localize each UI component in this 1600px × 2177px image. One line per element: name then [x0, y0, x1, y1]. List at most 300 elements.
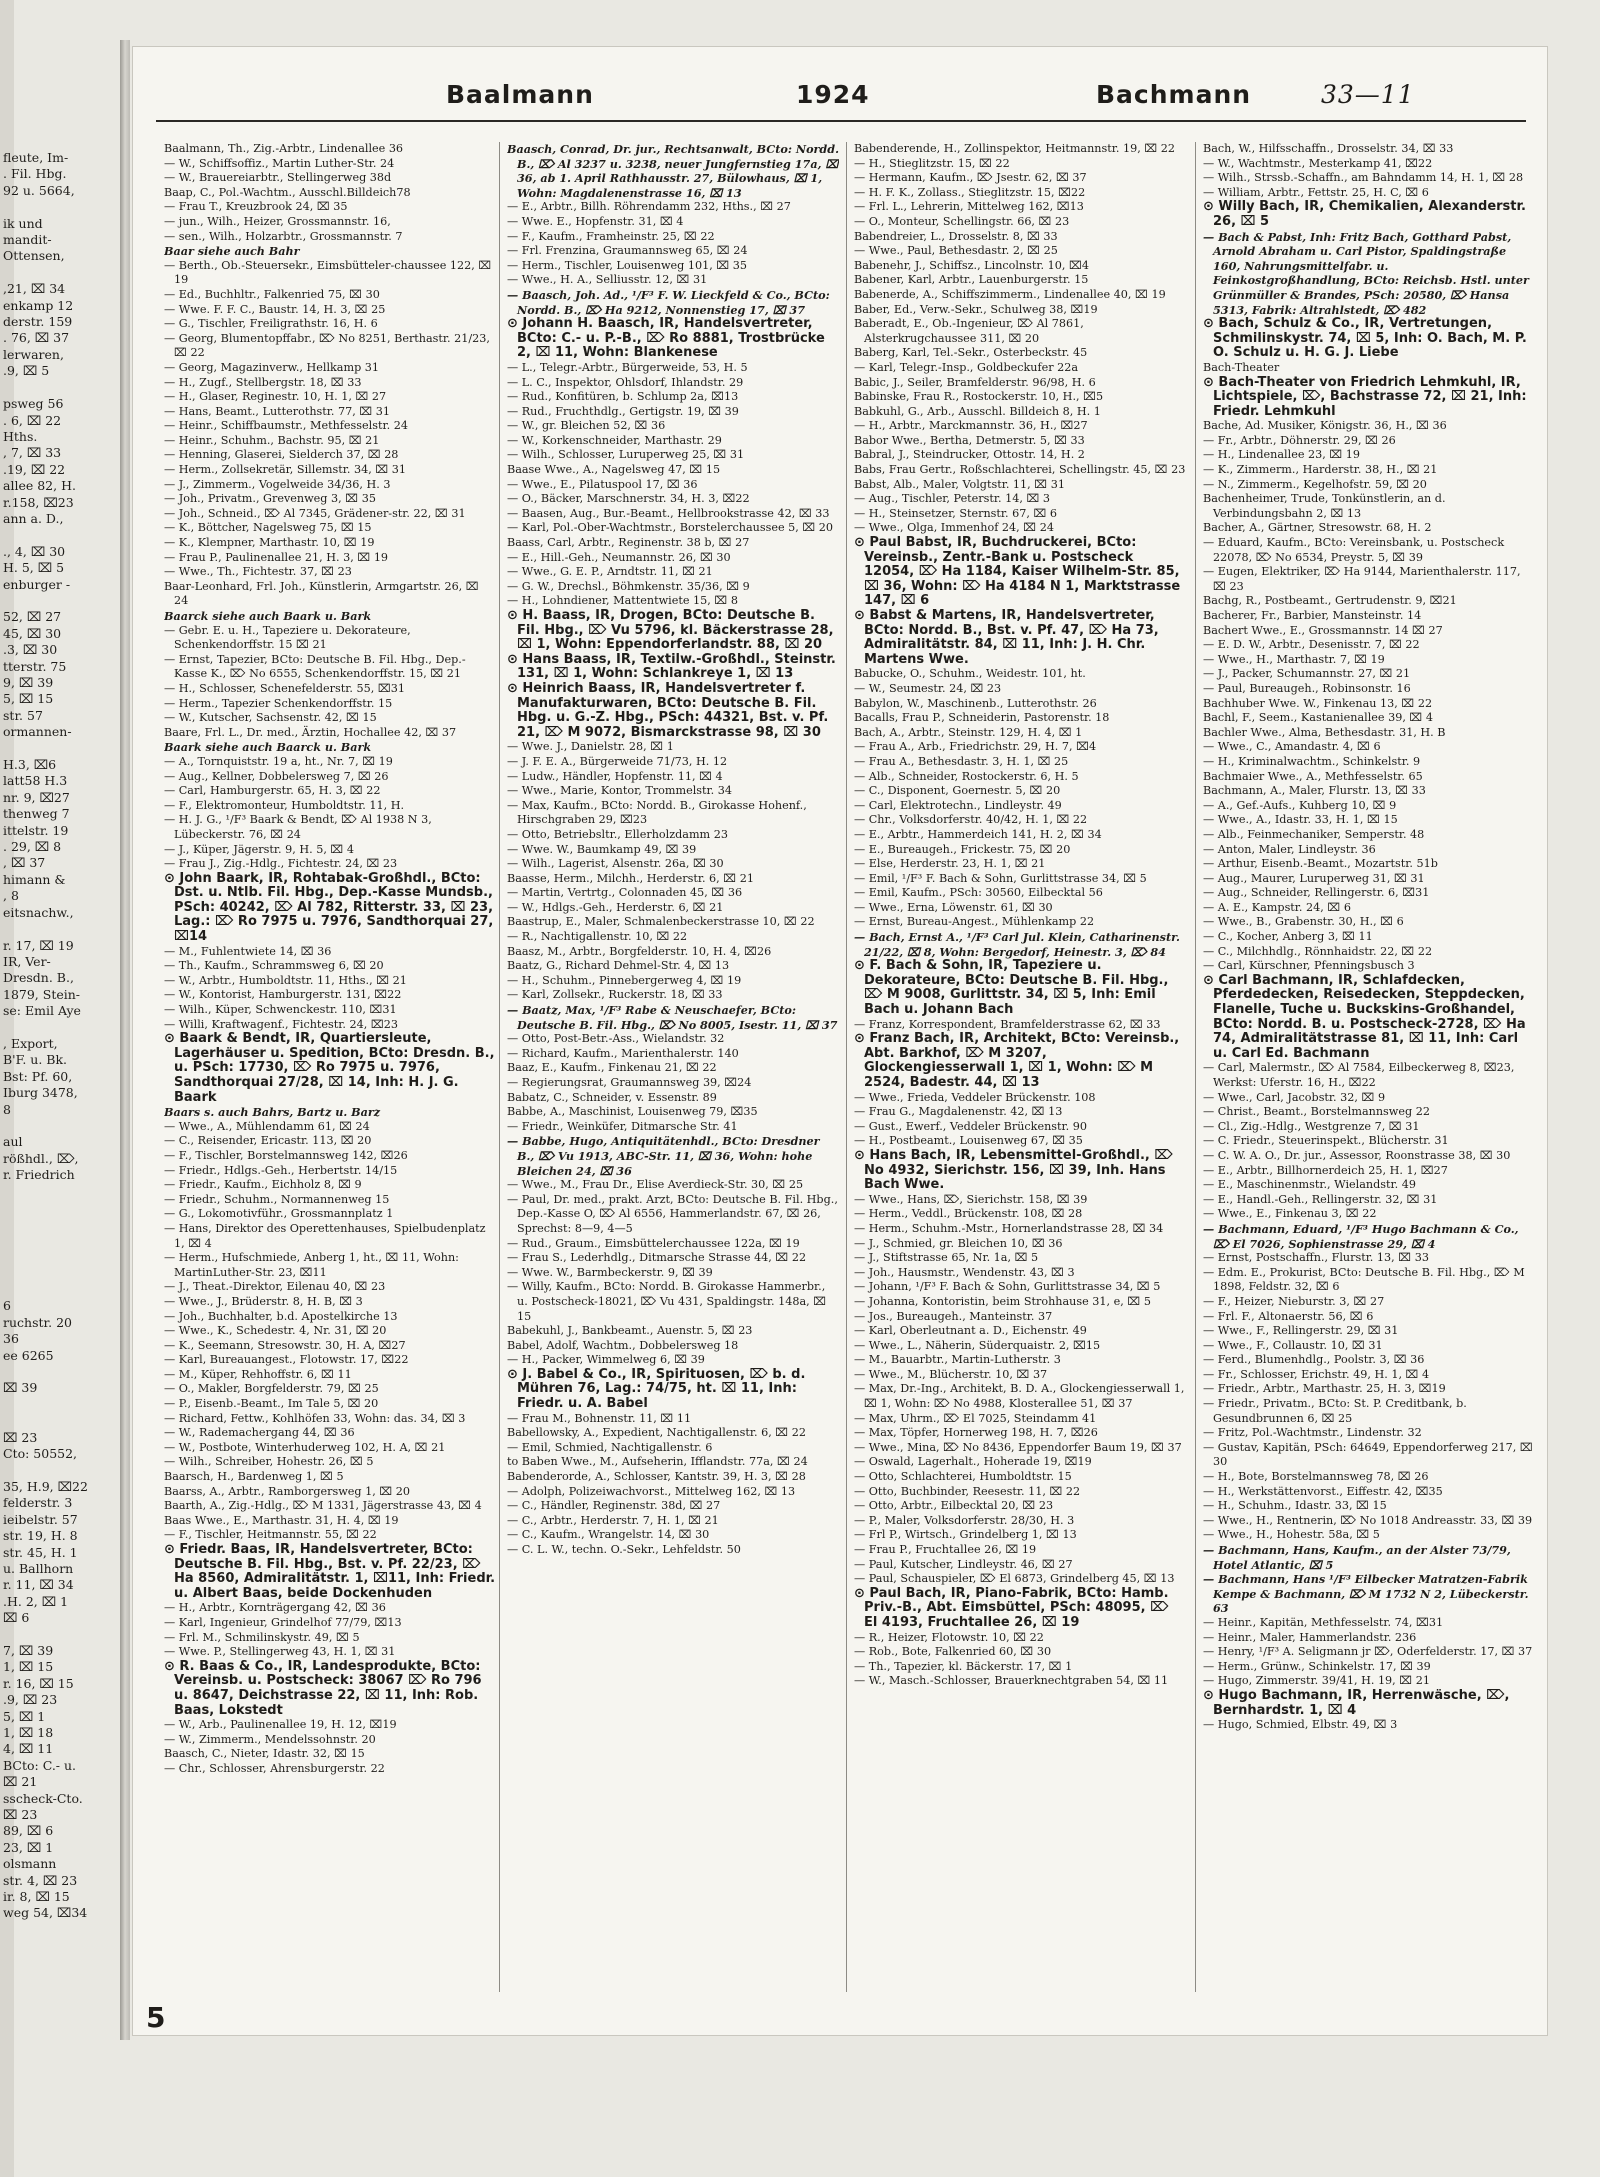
- directory-entry: — Ernst, Bureau-Angest., Mühlenkamp 22: [854, 915, 1095, 929]
- left-strip-line: . 6, ⌧ 22: [3, 412, 62, 428]
- left-strip-line: 8: [3, 1101, 11, 1117]
- directory-entry: Baber, Ed., Verw.-Sekr., Schulweg 38, ⌧19: [854, 302, 1098, 316]
- directory-entry: — C., Händler, Reginenstr. 38d, ⌧ 27: [507, 1499, 721, 1513]
- left-strip-line: weg 54, ⌧34: [3, 1905, 88, 1921]
- left-strip-line: fleute, Im-: [3, 150, 69, 165]
- left-strip-line: felderstr. 3: [3, 1495, 73, 1511]
- left-strip-line: psweg 56: [3, 396, 64, 412]
- left-strip-line: [0, 1413, 118, 1429]
- directory-entry: Babenerde, A., Schiffszimmerm., Lindenallee 40, ⌧ 19: [854, 287, 1166, 301]
- directory-entry: — Anton, Maler, Lindleystr. 36: [1203, 842, 1376, 856]
- left-strip-line: 4, ⌧ 11: [3, 1741, 54, 1757]
- directory-entry: — K., Seemann, Stresowstr. 30, H. A, ⌧27: [164, 1338, 406, 1352]
- directory-entry: — Herm., Grünw., Schinkelstr. 17, ⌧ 39: [1203, 1659, 1431, 1673]
- directory-entry: — Wwe., K., Schedestr. 4, Nr. 31, ⌧ 20: [164, 1324, 387, 1338]
- directory-entry: Babs, Frau Gertr., Roßschlachterei, Schellingstr. 45, ⌧ 23: [854, 463, 1186, 477]
- directory-entry: Babenderorde, A., Schlosser, Kantstr. 39, H. 3, ⌧ 28: [507, 1470, 806, 1484]
- left-strip-line: 5, ⌧ 1: [3, 1708, 46, 1724]
- left-strip-line: ee 6265: [3, 1347, 54, 1363]
- directory-entry: ⊙ Paul Bach, IR, Piano-Fabrik, BCto: Hamb. Priv.-B., Abt. Eimsbüttel, PSch: 48095, ⌦ El 4193, Fruchtallee 26, ⌧ 19: [854, 1585, 1169, 1630]
- directory-column-2: [507, 142, 839, 2002]
- directory-entry: Baarth, A., Zig.-Hdlg., ⌦ M 1331, Jägerstrasse 43, ⌧ 4: [164, 1499, 482, 1513]
- directory-entry: — Rob., Bote, Falkenried 60, ⌧ 30: [854, 1645, 1052, 1659]
- directory-entry: — Herm., Zollsekretär, Sillemstr. 34, ⌧ 31: [164, 463, 407, 477]
- left-strip-line: ieibelstr. 57: [3, 1511, 78, 1527]
- left-strip-line: derstr. 159: [3, 314, 73, 330]
- directory-entry: — Karl, Telegr.-Insp., Goldbeckufer 22a: [854, 360, 1079, 374]
- directory-entry: — H., Arbtr., Kornträgergang 42, ⌧ 36: [164, 1601, 386, 1615]
- left-strip-line: [0, 1020, 118, 1036]
- directory-entry: — C., Arbtr., Herderstr. 7, H. 1, ⌧ 21: [507, 1513, 719, 1527]
- left-strip-line: Bst: Pf. 60,: [3, 1068, 73, 1084]
- directory-entry: — Franz, Korrespondent, Bramfelderstrasse 62, ⌧ 33: [854, 1017, 1161, 1031]
- left-strip-line: nr. 9, ⌧27: [3, 789, 70, 805]
- directory-entry: — Max, Kaufm., BCto: Nordd. B., Girokasse Hohenf., Hirschgraben 29, ⌧23: [507, 798, 807, 827]
- directory-entry: — Rud., Fruchthdlg., Gertigstr. 19, ⌧ 39: [507, 404, 739, 418]
- left-strip-line: 52, ⌧ 27: [3, 609, 62, 625]
- directory-entry: — W., Brauereiarbtr., Stellingerweg 38d: [164, 171, 392, 185]
- directory-entry: — L., Telegr.-Arbtr., Bürgerweide, 53, H. 5: [507, 360, 748, 374]
- directory-entry: — Bach, Ernst A., ¹/F³ Carl Jul. Klein, Catharinenstr. 21/22, ⌧ 8, Wohn: Bergedorf, Heinestr. 3, ⌦ 84: [854, 930, 1180, 959]
- directory-entry: Baalmann, Th., Zig.-Arbtr., Lindenallee 36: [164, 142, 404, 155]
- directory-entry: — Wwe., E., Pilatuspool 17, ⌧ 36: [507, 477, 698, 491]
- left-strip-line: [0, 1233, 118, 1249]
- directory-entry: Baarsch, H., Bardenweg 1, ⌧ 5: [164, 1470, 344, 1484]
- directory-entry: — Herm., Schuhm.-Mstr., Hornerlandstrasse 28, ⌧ 34: [854, 1221, 1164, 1235]
- directory-entry: — Wwe., H., Marthastr. 7, ⌧ 19: [1203, 652, 1385, 666]
- directory-entry: ⊙ R. Baas & Co., IR, Landesprodukte, BCto: Vereinsb. u. Postscheck: 38067 ⌦ Ro 796 u. 8647, Deichstrasse 22, ⌧ 11, Inh: Rob. Baas, Lokstedt: [164, 1658, 482, 1718]
- directory-entry: Baars s. auch Bahrs, Bartz u. Barz: [164, 1105, 381, 1120]
- directory-entry: — Heinr., Maler, Hammerlandstr. 236: [1203, 1630, 1417, 1644]
- directory-entry: — Aug., Tischler, Peterstr. 14, ⌧ 3: [854, 492, 1051, 506]
- directory-entry: — H., Schlosser, Schenefelderstr. 55, ⌧31: [164, 681, 405, 695]
- directory-entry: — G., Lokomotivführ., Grossmannplatz 1: [164, 1207, 394, 1221]
- directory-entry: Baass, Carl, Arbtr., Reginenstr. 38 b, ⌧ 27: [507, 536, 750, 550]
- directory-entry: — Paul, Dr. med., prakt. Arzt, BCto: Deutsche B. Fil. Hbg., Dep.-Kasse O, ⌦ Al 6556, Hammerlandstr. 67, ⌧ 26, Sprechst: 8—9, 4—5: [507, 1192, 838, 1235]
- directory-entry: Baap, C., Pol.-Wachtm., Ausschl.Billdeich78: [164, 185, 411, 199]
- left-strip-line: ik und: [3, 215, 43, 231]
- directory-entry: — Willy, Kaufm., BCto: Nordd. B. Girokasse Hammerbr., u. Postscheck-18021, ⌦ Vu 431, Spaldingstr. 148a, ⌧ 15: [507, 1280, 827, 1323]
- directory-entry: — C., Milchhdlg., Rönnhaidstr. 22, ⌧ 22: [1203, 944, 1433, 958]
- directory-entry: Bachler Wwe., Alma, Bethesdastr. 31, H. B: [1203, 725, 1446, 739]
- book-gutter: [120, 40, 130, 2040]
- directory-entry: — Herm., Tapezier Schenkendorffstr. 15: [164, 696, 393, 710]
- directory-entry: — M., Bauarbtr., Martin-Lutherstr. 3: [854, 1353, 1061, 1367]
- directory-entry: Bachmaier Wwe., A., Methfesselstr. 65: [1203, 769, 1423, 783]
- directory-entry: — W., Wachtmstr., Mesterkamp 41, ⌧22: [1203, 156, 1433, 170]
- directory-entry: — K., Böttcher, Nagelsweg 75, ⌧ 15: [164, 521, 372, 535]
- directory-entry: — Henning, Glaserei, Sielderch 37, ⌧ 28: [164, 448, 399, 462]
- directory-entry: — Chr., Volksdorferstr. 40/42, H. 1, ⌧ 22: [854, 813, 1088, 827]
- directory-entry: — Willi, Kraftwagenf., Fichtestr. 24, ⌧23: [164, 1017, 398, 1031]
- directory-entry: — W., Korkenschneider, Marthastr. 29: [507, 433, 722, 447]
- directory-entry: Bachhuber Wwe. W., Finkenau 13, ⌧ 22: [1203, 696, 1433, 710]
- directory-entry: — F., Kaufm., Framheinstr. 25, ⌧ 22: [507, 229, 715, 243]
- directory-entry: — Heinr., Kapitän, Methfesselstr. 74, ⌧31: [1203, 1615, 1444, 1629]
- directory-entry: Babener, Karl, Arbtr., Lauenburgerstr. 15: [854, 273, 1089, 287]
- directory-entry: — E., Arbtr., Billhornerdeich 25, H. 1, ⌧27: [1203, 1163, 1448, 1177]
- left-strip-line: , 7, ⌧ 33: [3, 445, 62, 461]
- left-strip-line: rößhdl., ⌦,: [3, 1150, 79, 1166]
- directory-entry: — Gust., Ewerf., Veddeler Brückenstr. 90: [854, 1119, 1087, 1133]
- directory-entry: — Frl P., Wirtsch., Grindelberg 1, ⌧ 13: [854, 1528, 1077, 1542]
- left-strip-line: 5, ⌧ 15: [3, 691, 54, 707]
- left-strip-line: ,21, ⌧ 34: [3, 281, 66, 297]
- directory-entry: — Wwe. J., Danielstr. 28, ⌧ 1: [507, 740, 674, 754]
- directory-entry: — J., Zimmerm., Vogelweide 34/36, H. 3: [164, 477, 391, 491]
- directory-entry: — Friedr., Arbtr., Marthastr. 25, H. 3, ⌧19: [1203, 1382, 1446, 1396]
- directory-column-1: [164, 142, 496, 2002]
- directory-entry: — Bach & Pabst, Inh: Fritz Bach, Gotthard Pabst, Arnold Abraham u. Carl Pistor, Spaldingstraße 160, Nahrungsmittelfabr. u. Feinkostgroßhandlung, BCto: Reichsb. Hstl. unter Grünmüller & Brandes, PSch: 20580, ⌦ Hansa 5313, Fabrik: Altrahlstedt, ⌦ 482: [1203, 229, 1529, 317]
- directory-entry: — Else, Herderstr. 23, H. 1, ⌧ 21: [854, 857, 1046, 871]
- directory-entry: — Frau G., Magdalenenstr. 42, ⌧ 13: [854, 1105, 1063, 1119]
- directory-entry: ⊙ Johann H. Baasch, IR, Handelsvertreter, BCto: C.- u. P.-B., ⌦ Ro 8881, Trostbrücke 2, ⌧ 11, Wohn: Blankenese: [507, 316, 825, 361]
- directory-entry: — Regierungsrat, Graumannsweg 39, ⌧24: [507, 1076, 752, 1089]
- directory-entry: — Alb., Feinmechaniker, Semperstr. 48: [1203, 827, 1425, 841]
- directory-entry: — Herm., Hufschmiede, Anberg 1, ht., ⌧ 11, Wohn: MartinLuther-Str. 23, ⌧11: [164, 1251, 459, 1279]
- directory-entry: Bach, A., Arbtr., Steinstr. 129, H. 4, ⌧ 1: [854, 725, 1083, 739]
- left-strip-line: . 76, ⌧ 37: [3, 330, 70, 346]
- directory-entry: Baar-Leonhard, Frl. Joh., Künstlerin, Armgartstr. 26, ⌧ 24: [164, 579, 479, 608]
- left-strip-line: [0, 527, 118, 543]
- directory-entry: Baasch, C., Nieter, Idastr. 32, ⌧ 15: [164, 1747, 365, 1761]
- directory-entry: — Emil, ¹/F³ F. Bach & Sohn, Gurlittstrasse 34, ⌧ 5: [854, 871, 1147, 885]
- directory-entry: — Baasch, Joh. Ad., ¹/F³ F. W. Lieckfeld & Co., BCto: Nordd. B., ⌦ Ha 9212, Nonnenstieg 17, ⌧ 37: [507, 287, 830, 317]
- directory-entry: to Baben Wwe., M., Aufseherin, Ifflandstr. 77a, ⌧ 24: [507, 1455, 808, 1469]
- directory-entry: — Karl, Zollsekr., Ruckerstr. 18, ⌧ 33: [507, 988, 723, 1002]
- directory-entry: ⊙ Baark & Bendt, IR, Quartiersleute, Lagerhäuser u. Spedition, BCto: Dresdn. B., u. PSch: 17730, ⌦ Ro 7975 u. 7976, Sandthorquai 27/28, ⌧ 14, Inh: H. J. G. Baark: [164, 1031, 495, 1105]
- directory-entry: Bacalls, Frau P., Schneiderin, Pastorenstr. 18: [854, 711, 1110, 725]
- directory-entry: — William, Arbtr., Fettstr. 25, H. C, ⌧ 6: [1203, 185, 1429, 199]
- directory-entry: — Th., Kaufm., Schrammsweg 6, ⌧ 20: [164, 959, 384, 973]
- directory-entry: — Wwe., A., Mühlendamm 61, ⌧ 24: [164, 1119, 370, 1133]
- header-last-entry: Bachmann: [1096, 80, 1252, 109]
- directory-entry: — sen., Wilh., Holzarbtr., Grossmannstr. 7: [164, 229, 403, 243]
- directory-entry: — K., Zimmerm., Harderstr. 38, H., ⌧ 21: [1203, 463, 1438, 477]
- directory-entry: Bach, W., Hilfsschaffn., Drosselstr. 34, ⌧ 33: [1203, 142, 1454, 155]
- directory-entry: — Gebr. E. u. H., Tapeziere u. Dekorateure, Schenkendorffstr. 15 ⌧ 21: [164, 623, 411, 652]
- directory-entry: Bachenheimer, Trude, Tonkünstlerin, an d. Verbindungsbahn 2, ⌧ 13: [1203, 492, 1446, 520]
- directory-entry: Babendreier, L., Drosselstr. 8, ⌧ 33: [854, 229, 1058, 243]
- directory-entry: Baasch, Conrad, Dr. jur., Rechtsanwalt, BCto: Nordd. B., ⌦ Al 3237 u. 3238, neuer Jungfernstieg 17a, ⌧ 36, ab 1. April Rathhausstr. 27, Bülowhaus, ⌧ 1, Wohn: Magdalenenstrasse 16, ⌧ 13: [507, 142, 839, 200]
- directory-entry: — W., Kutscher, Sachsenstr. 42, ⌧ 15: [164, 711, 377, 725]
- directory-entry: Babucke, O., Schuhm., Weidestr. 101, ht.: [854, 667, 1086, 681]
- directory-entry: — Wilh., Lagerist, Alsenstr. 26a, ⌧ 30: [507, 857, 724, 871]
- directory-column-4: [1203, 142, 1535, 2002]
- directory-entry: — Jos., Bureaugeh., Manteinstr. 37: [854, 1309, 1053, 1323]
- left-strip-line: ⌧ 23: [3, 1807, 38, 1823]
- left-strip-line: [0, 380, 118, 396]
- directory-entry: — Wwe., F., Collaustr. 10, ⌧ 31: [1203, 1338, 1383, 1352]
- directory-entry: — Martin, Vertrtg., Colonnaden 45, ⌧ 36: [507, 886, 743, 900]
- directory-entry: — R., Heizer, Flotowstr. 10, ⌧ 22: [854, 1630, 1044, 1644]
- directory-entry: ⊙ H. Baass, IR, Drogen, BCto: Deutsche B. Fil. Hbg., ⌦ Vu 5796, kl. Bäckerstrasse 28, ⌧ 1, Wohn: Eppendorferlandstr. 88, ⌧ 20: [507, 608, 834, 653]
- left-strip-line: 9, ⌧ 39: [3, 675, 54, 690]
- directory-entry: Babkuhl, G., Arb., Ausschl. Billdeich 8, H. 1: [854, 404, 1101, 418]
- directory-entry: — Wwe., H., Rentnerin, ⌦ No 1018 Andreasstr. 33, ⌧ 39: [1203, 1513, 1533, 1527]
- directory-entry: Baare, Frl. L., Dr. med., Ärztin, Hochallee 42, ⌧ 37: [164, 725, 457, 739]
- directory-entry: — Arthur, Eisenb.-Beamt., Mozartstr. 51b: [1203, 857, 1438, 871]
- directory-entry: Babatz, C., Schneider, v. Essenstr. 89: [507, 1090, 717, 1104]
- directory-entry: Babellowsky, A., Expedient, Nachtigallenstr. 6, ⌧ 22: [507, 1426, 806, 1440]
- directory-entry: — Oswald, Lagerhalt., Hoherade 19, ⌧19: [854, 1455, 1092, 1469]
- directory-entry: Baastrup, E., Maler, Schmalenbeckerstrasse 10, ⌧ 22: [507, 915, 815, 929]
- directory-entry: — Berth., Ob.-Steuersekr., Eimsbütteler-chaussee 122, ⌧ 19: [164, 258, 492, 287]
- left-strip-line: 35, H.9, ⌧22: [3, 1478, 88, 1494]
- left-strip-line: thenweg 7: [3, 806, 70, 822]
- directory-entry: Baas Wwe., E., Marthastr. 31, H. 4, ⌧ 19: [164, 1513, 399, 1527]
- directory-entry: — Ernst, Tapezier, BCto: Deutsche B. Fil. Hbg., Dep.-Kasse K., ⌦ No 6555, Schenkendorffstr. 15, ⌧ 21: [164, 652, 466, 681]
- left-strip-line: 1879, Stein-: [3, 986, 81, 1002]
- left-strip-line: 6: [3, 1298, 11, 1314]
- left-strip-line: [0, 1249, 118, 1265]
- directory-entry: — M., Fuhlentwiete 14, ⌧ 36: [164, 944, 332, 958]
- left-strip-line: 92 u. 5664,: [3, 182, 75, 198]
- left-strip-line: [0, 1200, 118, 1216]
- directory-entry: — H., Glaser, Reginestr. 10, H. 1, ⌧ 27: [164, 390, 387, 404]
- directory-entry: — Baasen, Aug., Bur.-Beamt., Hellbrookstrasse 42, ⌧ 33: [507, 506, 830, 520]
- directory-entry: — Rud., Graum., Eimsbüttelerchaussee 122a, ⌧ 19: [507, 1236, 800, 1250]
- directory-entry: — W., Kontorist, Hamburgerstr. 131, ⌧22: [164, 988, 402, 1002]
- left-strip-line: u. Ballhorn: [3, 1560, 74, 1576]
- directory-entry: — J., Theat.-Direktor, Eilenau 40, ⌧ 23: [164, 1280, 386, 1294]
- directory-entry: Babinske, Frau R., Rostockerstr. 10, H., ⌧5: [854, 390, 1104, 404]
- directory-entry: — Frau A., Bethesdastr. 3, H. 1, ⌧ 25: [854, 754, 1069, 768]
- left-strip-line: B'F. u. Bk.: [3, 1052, 68, 1068]
- left-strip-line: Iburg 3478,: [3, 1085, 78, 1101]
- left-page-strip: [0, 150, 118, 2030]
- directory-entry: Bachg, R., Postbeamt., Gertrudenstr. 9, ⌧21: [1203, 594, 1457, 608]
- directory-entry: — Wwe., Mina, ⌦ No 8436, Eppendorfer Baum 19, ⌧ 37: [854, 1440, 1182, 1454]
- directory-entry: — C., Reisender, Ericastr. 113, ⌧ 20: [164, 1134, 372, 1148]
- directory-entry: — G. W., Drechsl., Böhmkenstr. 35/36, ⌧ 9: [507, 579, 750, 593]
- directory-entry: — W., Seumestr. 24, ⌧ 23: [854, 681, 1002, 695]
- left-strip-line: [0, 741, 118, 757]
- directory-entry: ⊙ Hans Bach, IR, Lebensmittel-Großhdl., ⌦ No 4932, Sierichstr. 156, ⌧ 39, Inh. Hans Bach Wwe.: [854, 1147, 1173, 1193]
- directory-entry: — Chr., Schlosser, Ahrensburgerstr. 22: [164, 1761, 385, 1775]
- page-number: 5: [146, 2001, 166, 2034]
- directory-entry: — H., Packer, Wimmelweg 6, ⌧ 39: [507, 1353, 705, 1367]
- directory-entry: — F., Tischler, Borstelmannsweg 142, ⌧26: [164, 1148, 408, 1162]
- directory-entry: — Wwe., Th., Fichtestr. 37, ⌧ 23: [164, 565, 352, 579]
- directory-entry: — Otto, Post-Betr.-Ass., Wielandstr. 32: [507, 1032, 725, 1046]
- directory-entry: — Richard, Fettw., Kohlhöfen 33, Wohn: das. 34, ⌧ 3: [164, 1411, 466, 1425]
- left-strip-line: [0, 1184, 118, 1200]
- directory-entry: — Wwe., Erna, Löwenstr. 61, ⌧ 30: [854, 900, 1053, 914]
- directory-entry: — Hugo, Zimmerstr. 39/41, H. 19, ⌧ 21: [1203, 1674, 1430, 1688]
- directory-entry: — E., Bureaugeh., Frickestr. 75, ⌧ 20: [854, 842, 1071, 856]
- left-strip-line: str. 57: [3, 707, 43, 723]
- left-strip-line: str. 19, H. 8: [3, 1528, 78, 1544]
- directory-entry: — Ed., Buchhltr., Falkenried 75, ⌧ 30: [164, 287, 380, 301]
- left-strip-line: 1, ⌧ 18: [3, 1725, 54, 1740]
- directory-entry: — H., Postbeamt., Louisenweg 67, ⌧ 35: [854, 1134, 1083, 1148]
- directory-entry: — Wwe., C., Amandastr. 4, ⌧ 6: [1203, 740, 1381, 754]
- directory-entry: — Max, Töpfer, Hornerweg 198, H. 7, ⌧26: [854, 1426, 1098, 1440]
- directory-entry: — O., Bäcker, Marschnerstr. 34, H. 3, ⌧22: [507, 492, 750, 506]
- directory-entry: ⊙ Bach, Schulz & Co., IR, Vertretungen, Schmilinskystr. 74, ⌧ 5, Inh: O. Bach, M. P. O. Schulz u. H. G. J. Liebe: [1203, 316, 1527, 361]
- directory-entry: — Johanna, Kontoristin, beim Strohhause 31, e, ⌧ 5: [854, 1294, 1151, 1308]
- left-strip-line: eitsnachw.,: [3, 904, 74, 920]
- left-strip-line: ⌧ 23: [3, 1429, 38, 1445]
- directory-entry: — W., Zimmerm., Mendelssohnstr. 20: [164, 1732, 376, 1746]
- directory-entry: — Friedr., Privatm., BCto: St. P. Creditbank, b. Gesundbrunnen 6, ⌧ 25: [1203, 1397, 1467, 1425]
- directory-entry: — Eugen, Elektriker, ⌦ Ha 9144, Marienthalerstr. 117, ⌧ 23: [1203, 565, 1521, 593]
- directory-entry: Baark siehe auch Baarck u. Bark: [164, 740, 372, 755]
- directory-entry: — Otto, Schlachterei, Humboldtstr. 15: [854, 1470, 1072, 1484]
- directory-entry: — C. Friedr., Steuerinspekt., Blücherstr. 31: [1203, 1134, 1449, 1148]
- directory-entry: — Otto, Betriebsltr., Ellerholzdamm 23: [507, 827, 728, 841]
- left-strip-line: r. 11, ⌧ 34: [3, 1577, 74, 1593]
- left-strip-line: 1, ⌧ 15: [3, 1659, 54, 1675]
- directory-entry: — O., Monteur, Schellingstr. 66, ⌧ 23: [854, 214, 1070, 228]
- directory-entry: Baberg, Karl, Tel.-Sekr., Osterbeckstr. 45: [854, 346, 1088, 360]
- directory-entry: — Paul, Schauspieler, ⌦ El 6873, Grindelberg 45, ⌧ 13: [854, 1572, 1175, 1586]
- directory-entry: Bachl, F., Seem., Kastanienallee 39, ⌧ 4: [1203, 711, 1434, 725]
- directory-entry: — N., Zimmerm., Kegelhofstr. 59, ⌧ 20: [1203, 477, 1427, 491]
- directory-entry: — H., Stieglitzstr. 15, ⌧ 22: [854, 156, 1010, 170]
- directory-entry: — Bachmann, Eduard, ¹/F³ Hugo Bachmann & Co., ⌦ El 7026, Sophienstrasse 29, ⌧ 4: [1203, 1221, 1519, 1251]
- directory-entry: — C., Kaufm., Wrangelstr. 14, ⌧ 30: [507, 1528, 710, 1542]
- directory-entry: — Bachmann, Hans ¹/F³ Eilbecker Matratzen-Fabrik Kempe & Bachmann, ⌦ M 1732 N 2, Lübeckerstr. 63: [1203, 1572, 1529, 1616]
- directory-entry: — Wwe. P., Stellingerweg 43, H. 1, ⌧ 31: [164, 1645, 396, 1659]
- header-first-entry: Baalmann: [446, 80, 594, 109]
- directory-entry: — Cl., Zig.-Hdlg., Westgrenze 7, ⌧ 31: [1203, 1119, 1420, 1133]
- directory-entry: — H., Lohndiener, Mattentwiete 15, ⌧ 8: [507, 594, 738, 608]
- left-strip-line: [0, 1397, 118, 1413]
- directory-entry: — Hermann, Kaufm., ⌦ Jsestr. 62, ⌧ 37: [854, 171, 1087, 185]
- directory-entry: — O., Makler, Borgfelderstr. 79, ⌧ 25: [164, 1382, 379, 1396]
- column-divider: [499, 142, 500, 1992]
- directory-entry: — Edm. E., Prokurist, BCto: Deutsche B. Fil. Hbg., ⌦ M 1898, Feldstr. 32, ⌧ 6: [1203, 1265, 1525, 1294]
- directory-entry: — Paul, Kutscher, Lindleystr. 46, ⌧ 27: [854, 1557, 1073, 1571]
- directory-entry: — Joh., Buchhalter, b.d. Apostelkirche 13: [164, 1309, 398, 1323]
- directory-entry: — Fr., Arbtr., Döhnerstr. 29, ⌧ 26: [1203, 433, 1396, 447]
- left-strip-line: latt58 H.3: [3, 773, 68, 789]
- left-strip-line: , 8: [3, 888, 19, 904]
- directory-entry: Bacherer, Fr., Barbier, Mansteinstr. 14: [1203, 609, 1422, 622]
- directory-entry: — W., Schiffsoffiz., Martin Luther-Str. 24: [164, 156, 395, 170]
- directory-entry: — J. F. E. A., Bürgerweide 71/73, H. 12: [507, 754, 728, 768]
- directory-entry: — Herm., Tischler, Louisenweg 101, ⌧ 35: [507, 258, 748, 272]
- left-strip-line: 36: [3, 1331, 19, 1347]
- directory-entry: — C., Kocher, Anberg 3, ⌧ 11: [1203, 930, 1373, 944]
- left-strip-line: IR, Ver-: [3, 953, 51, 969]
- left-strip-line: 45, ⌧ 30: [3, 625, 62, 641]
- left-strip-line: r. 16, ⌧ 15: [3, 1675, 74, 1691]
- directory-entry: — Paul, Bureaugeh., Robinsonstr. 16: [1203, 681, 1411, 695]
- directory-entry: Babel, Adolf, Wachtm., Dobbelersweg 18: [507, 1338, 739, 1352]
- directory-entry: — Wwe., M., Frau Dr., Elise Averdieck-Str. 30, ⌧ 25: [507, 1178, 804, 1192]
- left-strip-line: .9, ⌧ 23: [3, 1692, 58, 1708]
- directory-entry: — H., Kriminalwachtm., Schinkelstr. 9: [1203, 754, 1421, 768]
- directory-entry: — Heinr., Schuhm., Bachstr. 95, ⌧ 21: [164, 433, 380, 447]
- directory-entry: — Wwe., Frieda, Veddeler Brückenstr. 108: [854, 1090, 1096, 1104]
- left-strip-line: enkamp 12: [3, 297, 74, 313]
- left-strip-line: .3, ⌧ 30: [3, 642, 58, 658]
- directory-entry: — Wwe., M., Blücherstr. 10, ⌧ 37: [854, 1367, 1048, 1381]
- directory-entry: — A., Gef.-Aufs., Kuhberg 10, ⌧ 9: [1203, 798, 1397, 812]
- directory-entry: — Ferd., Blumenhdlg., Poolstr. 3, ⌧ 36: [1203, 1353, 1425, 1367]
- directory-entry: — F., Elektromonteur, Humboldtstr. 11, H.: [164, 798, 405, 812]
- directory-entry: Baasse, Herm., Milchh., Herderstr. 6, ⌧ 21: [507, 871, 754, 885]
- directory-entry: — Wwe., H., Hohestr. 58a, ⌧ 5: [1203, 1528, 1380, 1542]
- left-strip-line: . Fil. Hbg.: [3, 166, 67, 182]
- directory-entry: ⊙ F. Bach & Sohn, IR, Tapeziere u. Dekorateure, BCto: Deutsche B. Fil. Hbg., ⌦ M 9008, Gurlittstr. 34, ⌧ 5, Inh: Emil Bach u. Johann Bach: [854, 958, 1169, 1018]
- directory-entry: — Wwe., Paul, Bethesdastr. 2, ⌧ 25: [854, 244, 1058, 258]
- directory-entry: — K., Klempner, Marthastr. 10, ⌧ 19: [164, 536, 375, 550]
- directory-entry: — Frau M., Bohnenstr. 11, ⌧ 11: [507, 1411, 692, 1425]
- directory-entry: — H. J. G., ¹/F³ Baark & Bendt, ⌦ Al 1938 N 3, Lübeckerstr. 76, ⌧ 24: [164, 813, 432, 841]
- left-strip-line: BCto: C.- u.: [3, 1757, 77, 1773]
- directory-entry: — Emil, Schmied, Nachtigallenstr. 6: [507, 1440, 713, 1454]
- left-strip-line: r. 17, ⌧ 19: [3, 937, 74, 953]
- directory-entry: — Frau S., Lederhdlg., Ditmarsche Strasse 44, ⌧ 22: [507, 1251, 807, 1265]
- directory-entry: ⊙ John Baark, IR, Rohtabak-Großhdl., BCto: Dst. u. Ntlb. Fil. Hbg., Dep.-Kasse Mundsb., PSch: 40242, ⌦ Al 782, Ritterstr. 33, ⌧ 23, Lag.: ⌦ Ro 7975 u. 7976, Sandthorquai 27, ⌧14: [164, 870, 494, 945]
- directory-entry: — Emil, Kaufm., PSch: 30560, Eilbecktal 56: [854, 886, 1103, 900]
- directory-entry: — Wilh., Schlosser, Luruperweg 25, ⌧ 31: [507, 448, 745, 462]
- left-strip-line: ⌧ 39: [3, 1380, 38, 1396]
- directory-entry: — E. D. W., Arbtr., Desenisstr. 7, ⌧ 22: [1203, 638, 1420, 652]
- left-strip-line: 89, ⌧ 6: [3, 1823, 54, 1839]
- directory-entry: — Wilh., Küper, Schwenckestr. 110, ⌧31: [164, 1003, 397, 1017]
- directory-entry: — Carl, Kürschner, Pfenningsbusch 3: [1203, 959, 1415, 973]
- directory-entry: — W., Hdlgs.-Geh., Herderstr. 6, ⌧ 21: [507, 900, 724, 914]
- directory-column-3: [854, 142, 1186, 2002]
- left-strip-line: [0, 1282, 118, 1298]
- directory-entry: — F., Tischler, Heitmannstr. 55, ⌧ 22: [164, 1528, 377, 1542]
- left-strip-line: str. 4, ⌧ 23: [3, 1872, 78, 1888]
- directory-entry: — Rud., Konfitüren, b. Schlump 2a, ⌧13: [507, 390, 739, 404]
- directory-entry: — Friedr., Kaufm., Eichholz 8, ⌧ 9: [164, 1178, 362, 1192]
- directory-entry: — J., Schmied, gr. Bleichen 10, ⌧ 36: [854, 1236, 1063, 1250]
- directory-entry: Baatz, G., Richard Dehmel-Str. 4, ⌧ 13: [507, 959, 730, 973]
- directory-entry: — Heinr., Schiffbaumstr., Methfesselstr. 24: [164, 419, 408, 433]
- directory-entry: Babic, J., Seiler, Bramfelderstr. 96/98, H. 6: [854, 375, 1096, 389]
- directory-entry: ⊙ J. Babel & Co., IR, Spirituosen, ⌦ b. d. Mühren 76, Lag.: 74/75, ht. ⌧ 11, Inh: Friedr. u. A. Babel: [507, 1366, 806, 1412]
- directory-entry: — Hugo, Schmied, Elbstr. 49, ⌧ 3: [1203, 1718, 1398, 1732]
- directory-entry: — Karl, Ingenieur, Grindelhof 77/79, ⌧13: [164, 1615, 402, 1629]
- directory-entry: — Wwe., A., Idastr. 33, H. 1, ⌧ 15: [1203, 813, 1398, 827]
- directory-entry: Babbe, A., Maschinist, Louisenweg 79, ⌧35: [507, 1105, 758, 1119]
- directory-entry: — Gustav, Kapitän, PSch: 64649, Eppendorferweg 217, ⌧ 30: [1203, 1440, 1533, 1469]
- directory-entry: — Bachmann, Hans, Kaufm., an der Alster 73/79, Hotel Atlantic, ⌧ 5: [1203, 1543, 1511, 1572]
- directory-entry: Baberadt, E., Ob.-Ingenieur, ⌦ Al 7861, Alsterkrugchaussee 311, ⌧ 20: [854, 317, 1084, 345]
- column-divider: [1195, 142, 1196, 1992]
- directory-entry: — Frau P., Paulinenallee 21, H. 3, ⌧ 19: [164, 550, 389, 564]
- directory-entry: ⊙ Willy Bach, IR, Chemikalien, Alexanderstr. 26, ⌧ 5: [1203, 199, 1526, 229]
- directory-entry: — Babbe, Hugo, Antiquitätenhdl., BCto: Dresdner B., ⌦ Vu 1913, ABC-Str. 11, ⌧ 36, Wohn: hohe Bleichen 24, ⌧ 36: [507, 1134, 820, 1178]
- left-strip-line: Ottensen,: [3, 248, 65, 264]
- left-strip-line: ., 4, ⌧ 30: [3, 543, 66, 559]
- directory-entry: — R., Nachtigallenstr. 10, ⌧ 22: [507, 930, 688, 944]
- directory-entry: — Fr., Schlosser, Erichstr. 49, H. 1, ⌧ 4: [1203, 1367, 1430, 1381]
- left-strip-line: tterstr. 75: [3, 658, 67, 674]
- directory-entry: Bache, Ad. Musiker, Königstr. 36, H., ⌧ 36: [1203, 419, 1447, 433]
- directory-entry: — Christ., Beamt., Borstelmannsweg 22: [1203, 1105, 1430, 1119]
- left-strip-line: [0, 921, 118, 937]
- left-strip-line: ⌧ 6: [3, 1610, 30, 1626]
- directory-entry: ⊙ Carl Bachmann, IR, Schlafdecken, Pferdedecken, Reisedecken, Steppdecken, Flanelle, Tuche u. Buckskins-Großhandel, BCto: Nordd. B. u. Postscheck-2728, ⌦ Ha 74, Admiralitätstrasse 81, ⌧ 11, Inh: Carl u. Carl Ed. Bachmann: [1203, 972, 1526, 1061]
- directory-entry: — Th., Tapezier, kl. Bäckerstr. 17, ⌧ 1: [854, 1659, 1073, 1673]
- left-strip-line: ⌧ 21: [3, 1774, 38, 1790]
- directory-entry: — Aug., Schneider, Rellingerstr. 6, ⌧31: [1203, 886, 1430, 900]
- left-strip-line: [0, 1216, 118, 1232]
- directory-entry: — Henry, ¹/F³ A. Seligmann jr ⌦, Oderfelderstr. 17, ⌧ 37: [1203, 1645, 1533, 1659]
- left-strip-line: r. Friedrich: [3, 1167, 75, 1183]
- directory-entry: — Wwe., L., Näherin, Süderquaistr. 2, ⌧15: [854, 1338, 1101, 1352]
- directory-entry: — Georg, Magazinverw., Hellkamp 31: [164, 360, 380, 374]
